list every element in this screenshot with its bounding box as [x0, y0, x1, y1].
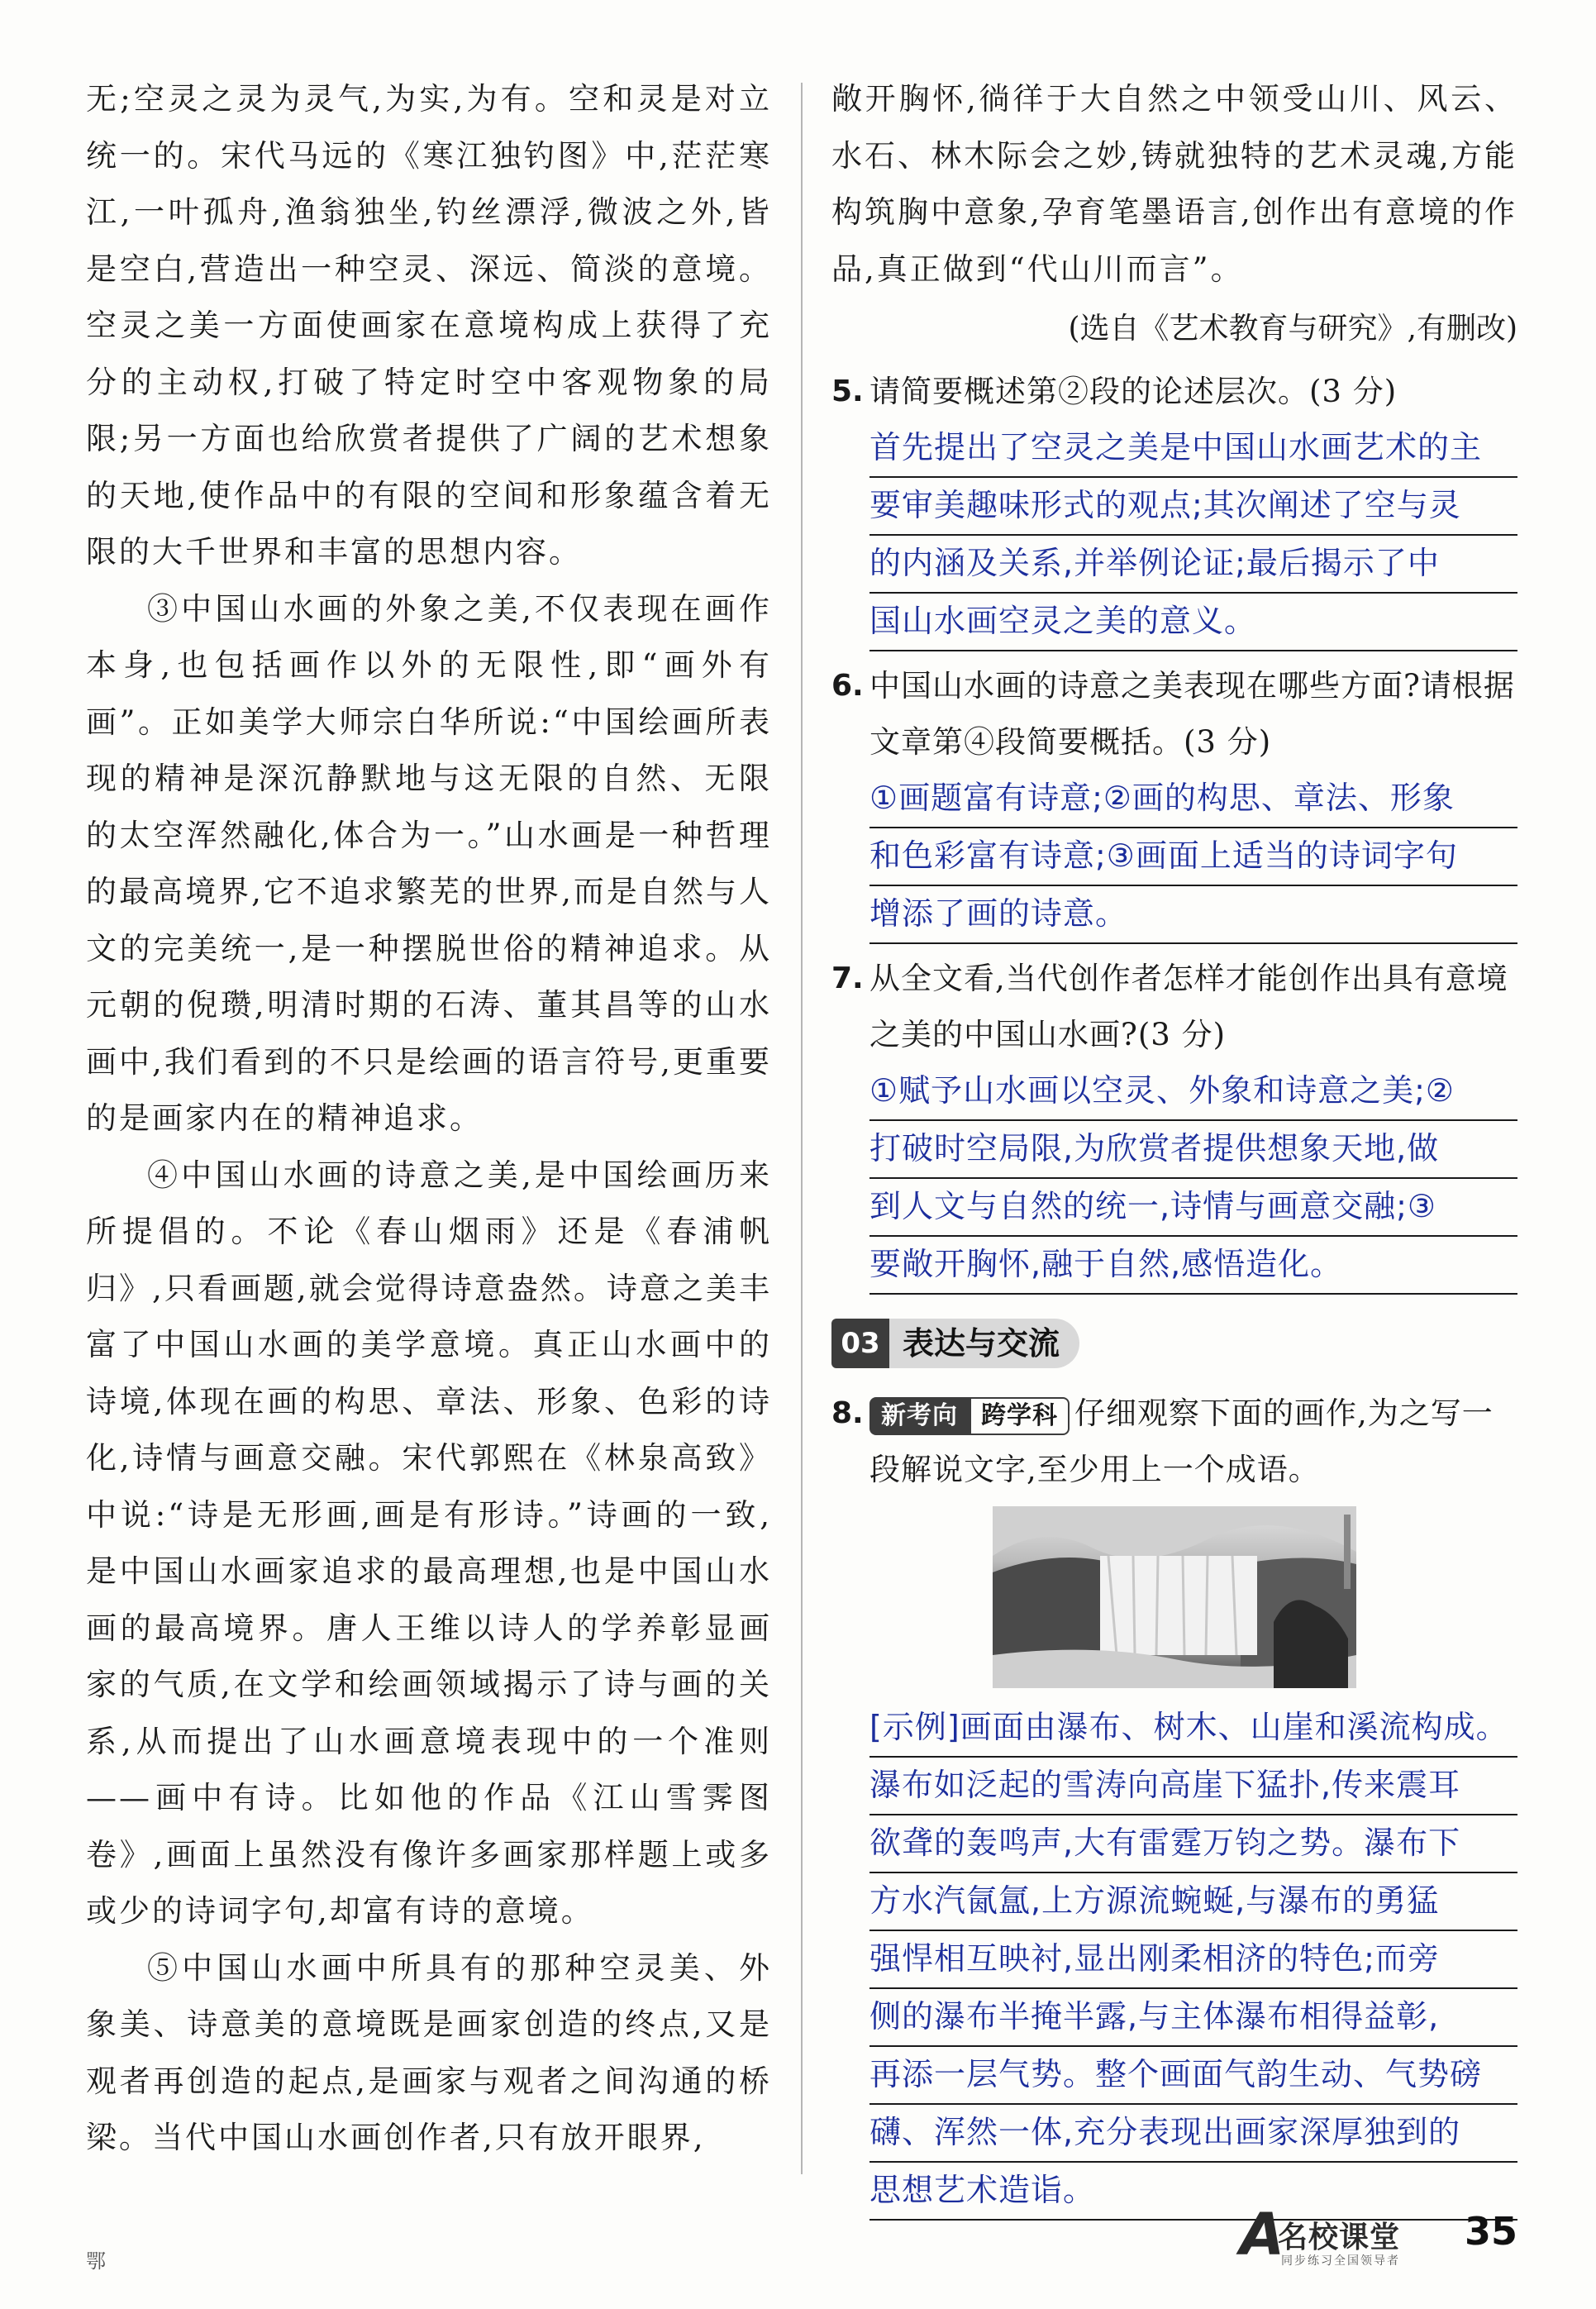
question-text: 从全文看,当代创作者怎样才能创作出具有意境之美的中国山水画?(3 分) [869, 961, 1508, 1052]
answer-line: ①赋予山水画以空灵、外象和诗意之美;② [869, 1063, 1517, 1121]
answer-line: 到人文与自然的统一,诗情与画意交融;③ [869, 1179, 1517, 1237]
question-number: 6. [831, 669, 864, 703]
section-title: 表达与交流 [889, 1319, 1079, 1368]
answer-line: 首先提出了空灵之美是中国山水画艺术的主 [869, 420, 1517, 478]
answer-line: 瀑布如泛起的雪涛向高崖下猛扑,传来震耳 [869, 1758, 1517, 1815]
answer-line: 的内涵及关系,并举例论证;最后揭示了中 [869, 536, 1517, 594]
answer-line: 礴、浑然一体,充分表现出画家深厚独到的 [869, 2105, 1517, 2163]
answer-block [869, 770, 1517, 944]
right-column [831, 71, 1517, 2221]
continuation-text: 敞开胸怀,徜徉于大自然之中领受山川、风云、水石、林木际会之妙,铸就独特的艺术灵魂,方能构筑胸中意象,孕育笔墨语言,创作出有意境的作品,真正做到“代山川而言”。 [831, 81, 1517, 287]
logo-name: 名校课堂 [1278, 2221, 1401, 2254]
section-number: 03 [831, 1319, 889, 1368]
question-text: 请简要概述第②段的论述层次。(3 分) [869, 374, 1398, 409]
answer-line: ①画题富有诗意;②画的构思、章法、形象 [869, 770, 1517, 828]
paragraph-5-end [831, 71, 1517, 298]
question-6 [831, 658, 1517, 944]
answer-line: 国山水画空灵之美的意义。 [869, 594, 1517, 651]
question-number: 7. [831, 961, 864, 995]
question-number: 8. [831, 1396, 864, 1430]
answer-block [869, 1700, 1517, 2221]
answer-line: 打破时空局限,为欣赏者提供想象天地,做 [869, 1121, 1517, 1179]
answer-line: 思想艺术造诣。 [869, 2163, 1517, 2221]
answer-line: 再添一层气势。整个画面气韵生动、气势磅 [869, 2047, 1517, 2105]
column-divider [801, 83, 803, 2174]
paragraph-5-start: ⑤中国山水画中所具有的那种空灵美、外象美、诗意美的意境既是画家创造的终点,又是观者再创造的起点,是画家与观者之间沟通的桥梁。当代中国山水画创作者,只有放开眼界, [86, 1949, 772, 2155]
answer-line: 方水汽氤氲,上方源流蜿蜒,与瀑布的勇猛 [869, 1873, 1517, 1931]
answer-line: 要审美趣味形式的观点;其次阐述了空与灵 [869, 478, 1517, 536]
region-mark: 鄂 [86, 2249, 106, 2273]
answer-line: 要敞开胸怀,融于自然,感悟造化。 [869, 1237, 1517, 1295]
question-8 [831, 1386, 1517, 2221]
answer-line: 增添了画的诗意。 [869, 886, 1517, 944]
paragraph-4: ④中国山水画的诗意之美,是中国绘画历来所提倡的。不论《春山烟雨》还是《春浦帆归》,只看画题,就会觉得诗意盎然。诗意之美丰富了中国山水画的美学意境。真正山水画中的诗境,体现在画的构思、章法、形象、色彩的诗化,诗情与画意交融。宋代郭熙在《林泉高致》中说:“诗是无形画,画是有形诗。”诗画的一致,是中国山水画家追求的最高理想,也是中国山水画的最高境界。唐人王维以诗人的学养彰显画家的气质,在文学和绘画领域揭示了诗与画的关系,从而提出了山水画意境表现中的一个准则——画中有诗。比如他的作品《江山雪霁图卷》,画面上虽然没有像许多画家那样题上或多或少的诗词字句,却富有诗的意境。 [86, 1157, 772, 1929]
new-direction-tag: 新考向 [869, 1397, 970, 1435]
source-note: (选自《艺术教育与研究》,有删改) [1068, 312, 1517, 346]
answer-line: 欲聋的轰鸣声,大有雷霆万钧之势。瀑布下 [869, 1815, 1517, 1873]
cross-discipline-tag: 跨学科 [970, 1397, 1070, 1435]
waterfall-painting-image [993, 1506, 1356, 1688]
answer-block [869, 1063, 1517, 1295]
section-header [831, 1316, 1517, 1371]
logo-letter: A [1240, 2201, 1285, 2268]
page-number: 35 [1465, 2209, 1518, 2254]
question-5 [831, 364, 1517, 651]
answer-block [869, 420, 1517, 651]
answer-line: 侧的瀑布半掩半露,与主体瀑布相得益彰, [869, 1989, 1517, 2047]
publisher-logo [1240, 2201, 1463, 2272]
question-text [869, 1386, 1517, 1498]
logo-subtitle: 同步练习全国领导者 [1281, 2254, 1400, 2268]
paragraph-3: ③中国山水画的外象之美,不仅表现在画作本身,也包括画作以外的无限性,即“画外有画”。正如美学大师宗白华所说:“中国绘画所表现的精神是深沉静默地与这无限的自然、无限的太空浑然融化,体合为一。”山水画是一种哲理的最高境界,它不追求繁芜的世界,而是自然与人文的完美统一,是一种摆脱世俗的精神追求。从元朝的倪瓒,明清时期的石涛、董其昌等的山水画中,我们看到的不只是绘画的语言符号,更重要的是画家内在的精神追求。 [86, 590, 772, 1136]
question-text: 中国山水画的诗意之美表现在哪些方面?请根据文章第④段简要概括。(3 分) [869, 668, 1515, 760]
answer-line: [示例]画面由瀑布、树木、山崖和溪流构成。 [869, 1700, 1517, 1758]
question-number: 5. [831, 374, 864, 408]
waterfall-painting [993, 1506, 1356, 1688]
question-8-prompt: 仔细观察下面的画作,为之写一段解说文字,至少用上一个成语。 [869, 1395, 1494, 1487]
left-column [86, 71, 772, 2167]
answer-line: 和色彩富有诗意;③画面上适当的诗词字句 [869, 828, 1517, 886]
answer-line: 强悍相互映衬,显出刚柔相济的特色;而旁 [869, 1931, 1517, 1989]
question-7 [831, 951, 1517, 1295]
paragraph-2-end: 无;空灵之灵为灵气,为实,为有。空和灵是对立统一的。宋代马远的《寒江独钓图》中,茫茫寒江,一叶孤舟,渔翁独坐,钓丝漂浮,微波之外,皆是空白,营造出一种空灵、深远、简淡的意境。空灵之美一方面使画家在意境构成上获得了充分的主动权,打破了特定时空中客观物象的局限;另一方面也给欣赏者提供了广阔的艺术想象的天地,使作品中的有限的空间和形象蕴含着无限的大千世界和丰富的思想内容。 [86, 81, 772, 570]
